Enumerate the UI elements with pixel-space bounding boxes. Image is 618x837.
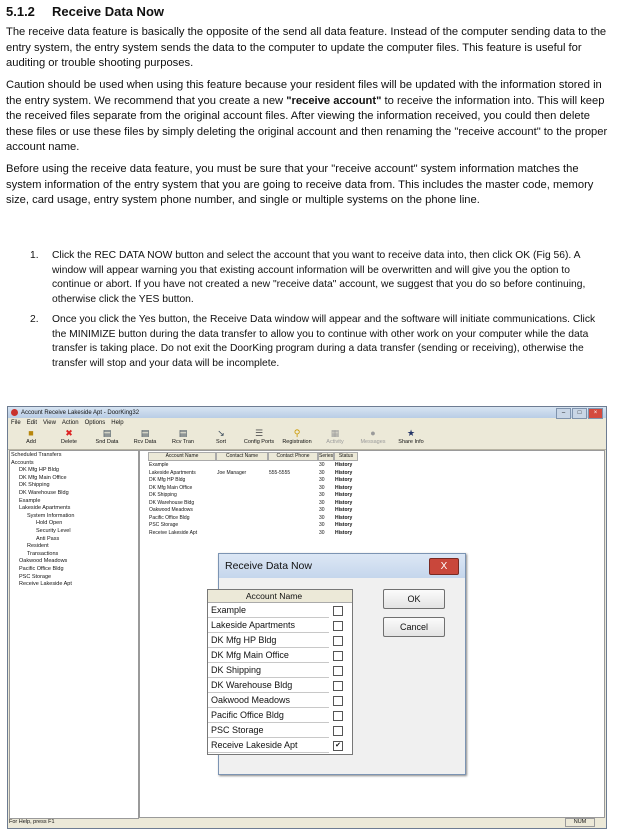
toolbar — [8, 427, 606, 450]
account-checkbox[interactable] — [333, 696, 343, 706]
before-paragraph: Before using the receive data feature, you must be sure that your "receive account" system information matches the system information of the entry system that you are going to receive data from. This includes the master code, memory size, card usage, entry system phone number, and single or multiple systems on the phone line. — [6, 163, 594, 206]
grid-cell[interactable]: Oakwood Meadows — [149, 507, 193, 513]
key-icon: ⚲ — [293, 428, 301, 438]
receive-data-icon: ▤ — [140, 428, 150, 438]
grid-cell[interactable]: DK Warehouse Bldg — [149, 499, 195, 506]
tree-item[interactable]: PSC Storage — [19, 573, 52, 580]
maximize-button[interactable]: □ — [572, 408, 587, 419]
account-list — [207, 589, 353, 755]
account-name: DK Warehouse Bldg — [211, 680, 293, 690]
tree-item[interactable]: Security Level — [36, 527, 71, 534]
tree-item[interactable]: Hold Open — [36, 520, 63, 527]
menu-options[interactable]: Options — [84, 419, 106, 426]
tree-item[interactable]: Accounts — [11, 459, 34, 466]
account-row[interactable] — [208, 738, 341, 753]
num-lock-indicator: NUM — [565, 818, 595, 827]
window-title: Account Receive Lakeside Apt - DoorKing32 — [21, 409, 140, 416]
grid-cell[interactable]: History — [335, 462, 353, 468]
account-name: Receive Lakeside Apt — [211, 740, 298, 750]
tree-item[interactable]: DK Mfg HP Bldg — [19, 467, 59, 474]
grid-cell[interactable]: 30 — [319, 469, 325, 476]
grid-cell[interactable]: 30 — [319, 522, 325, 528]
share-info-button[interactable]: ★ Share Info — [398, 428, 424, 445]
add-button[interactable]: ■ Add — [26, 428, 36, 445]
account-row[interactable] — [208, 603, 329, 618]
tree-item[interactable]: Resident — [27, 543, 49, 550]
grid-cell[interactable]: 30 — [319, 484, 325, 491]
grid-cell[interactable]: History — [335, 469, 353, 476]
account-checkbox[interactable]: ✔ — [333, 741, 343, 751]
account-row[interactable] — [208, 678, 329, 693]
grid-cell[interactable]: 30 — [319, 507, 325, 513]
grid-cell[interactable]: DK Mfg Main Office — [149, 484, 193, 491]
send-data-icon: ▤ — [102, 428, 112, 438]
account-checkbox[interactable] — [333, 711, 343, 721]
grid-cell[interactable]: History — [335, 499, 353, 506]
account-row[interactable] — [208, 723, 329, 738]
account-row[interactable] — [208, 648, 329, 663]
grid-cell[interactable]: 30 — [319, 477, 325, 483]
dialog-title-bar — [219, 554, 465, 578]
sort-icon: ↘ — [217, 428, 225, 438]
section-heading — [6, 4, 164, 19]
account-checkbox[interactable] — [333, 621, 343, 631]
menu-action[interactable]: Action — [61, 419, 79, 426]
tree-item[interactable]: DK Shipping — [19, 482, 50, 489]
sort-button[interactable]: ↘ Sort — [215, 428, 227, 445]
grid-cell[interactable]: 30 — [319, 499, 325, 506]
tree-item[interactable]: Example — [19, 497, 41, 504]
account-row[interactable] — [208, 663, 329, 678]
receive-transactions-button[interactable]: ▤ Rcv Tran — [171, 428, 194, 445]
grid-cell[interactable]: 30 — [319, 492, 325, 498]
activity-icon: ▦ — [330, 428, 340, 438]
minimize-button[interactable]: – — [556, 408, 571, 419]
column-header[interactable]: Contact Phone — [268, 452, 318, 461]
grid-cell[interactable]: History — [335, 492, 353, 498]
account-name: DK Mfg Main Office — [211, 650, 289, 660]
grid-cell[interactable]: PSC Storage — [149, 522, 179, 528]
step-item: 1. Click the REC DATA NOW button and select the account that you want to receive data into, then click OK (Fig 56). A window will appear warning you that existing account information will be overwritten and will give you the option to continue or abort. If you have not created a new "receive data" account, we suggest that you do so before continuing, otherwise click the YES button. — [30, 250, 586, 305]
dialog-close-button[interactable]: X — [429, 558, 459, 575]
grid-cell[interactable]: 30 — [319, 529, 325, 536]
tree-item[interactable]: Scheduled Transfers — [11, 452, 62, 458]
grid-cell[interactable]: History — [335, 507, 353, 513]
account-name: Oakwood Meadows — [211, 695, 291, 705]
grid-cell[interactable]: Joe Manager — [217, 469, 247, 476]
account-name: Example — [211, 605, 247, 615]
account-checkbox[interactable] — [333, 636, 343, 646]
grid-cell[interactable]: DK Mfg HP Bldg — [149, 477, 186, 483]
grid-cell[interactable]: 555-5555 — [269, 469, 291, 476]
grid-cell[interactable]: History — [335, 514, 353, 521]
grid-cell[interactable]: 30 — [319, 514, 325, 521]
section-title: Receive Data Now — [52, 4, 164, 19]
tree-item[interactable]: Transactions — [27, 550, 59, 557]
tree-item[interactable]: Receive Lakeside Apt — [19, 581, 72, 588]
grid-cell[interactable]: History — [335, 522, 353, 528]
ok-button[interactable]: OK — [383, 589, 445, 609]
tree-item[interactable]: Oakwood Meadows — [19, 558, 68, 565]
steps-list — [30, 249, 602, 377]
step-item: 2. Once you click the Yes button, the Receive Data window will appear and the software will initiate communications. Click the MINIMIZE button during the data transfer to allow you to continue with other work on your computer while the data transfer is taking place. Do not exit the DoorKing program during a data transfer (sending or receiving), otherwise the transfer will stop and your data will be incomplete. — [30, 314, 596, 369]
receive-data-button[interactable]: ▤ Rcv Data — [133, 428, 157, 445]
grid-cell[interactable]: History — [335, 484, 353, 491]
intro-paragraph: The receive data feature is basically the opposite of the send all data feature. Instead of the computer sending data to the entry system, the entry system sends the data to the computer to update the computer files. This feature is useful for auditing or trouble shooting purposes. — [6, 26, 607, 69]
column-header[interactable]: Contact Name — [216, 452, 268, 461]
delete-icon: ✖ — [65, 428, 73, 438]
account-tree — [9, 450, 139, 819]
account-checkbox[interactable] — [333, 651, 343, 661]
account-row[interactable] — [208, 633, 329, 648]
activity-button[interactable]: ▦ Activity — [326, 428, 344, 445]
menu-edit[interactable]: Edit — [26, 419, 38, 426]
menu-file[interactable]: File — [11, 419, 21, 426]
account-checkbox[interactable] — [333, 606, 343, 616]
receive-account-bold: "receive account" — [286, 94, 382, 107]
menu-bar — [8, 418, 606, 427]
send-data-button[interactable]: ▤ Snd Data — [95, 428, 119, 445]
tree-item[interactable]: Pacific Office Bldg — [19, 565, 64, 572]
config-ports-icon: ☰ — [254, 428, 264, 438]
grid-cell[interactable]: 30 — [319, 462, 325, 468]
close-window-button[interactable]: × — [588, 408, 603, 419]
account-list-header: Account Name — [208, 590, 352, 603]
account-name: DK Mfg HP Bldg — [211, 635, 277, 645]
menu-help[interactable]: Help — [111, 419, 124, 426]
title-bar — [8, 407, 606, 418]
share-info-icon: ★ — [406, 428, 416, 438]
account-row[interactable] — [208, 708, 329, 723]
status-bar — [9, 818, 605, 827]
tree-item[interactable]: System Information — [27, 512, 75, 519]
grid-cell[interactable]: DK Shipping — [149, 492, 177, 498]
registration-button[interactable]: ⚲ Registration — [282, 428, 312, 445]
grid-cell[interactable]: History — [335, 477, 353, 483]
account-checkbox[interactable] — [333, 666, 343, 676]
column-header[interactable]: Account Name — [148, 452, 216, 461]
tree-item[interactable]: DK Warehouse Bldg — [19, 489, 69, 496]
add-icon: ■ — [28, 428, 34, 438]
status-text: For Help, press F1 — [9, 819, 55, 825]
account-row[interactable] — [208, 618, 329, 633]
account-checkbox[interactable] — [333, 726, 343, 736]
config-ports-button[interactable]: ☰ Config Ports — [243, 428, 275, 445]
grid-cell[interactable]: Example — [149, 462, 169, 468]
section-number: 5.1.2 — [6, 4, 35, 19]
account-name: DK Shipping — [211, 665, 262, 675]
column-header[interactable]: Status — [334, 452, 358, 461]
grid-cell[interactable]: Receive Lakeside Apt — [149, 529, 198, 536]
tree-item[interactable]: Anti Pass — [36, 535, 60, 542]
delete-button[interactable]: ✖ Delete — [61, 428, 77, 445]
tree-item[interactable]: DK Mfg Main Office — [19, 474, 67, 481]
grid-cell[interactable]: History — [335, 529, 353, 536]
messages-button[interactable]: ● Messages — [360, 428, 386, 445]
caution-paragraph: Caution should be used when using this feature because your resident files will be updated with the information stored in the entry system. We recommend that you create a new "receive account" to receive the information into. This will keep the received files separate from the original account files. After viewing the information received, you could then delete these files or use these files by simply deleting the original account and then renaming the "receive account" to the proper account name. — [6, 79, 608, 153]
account-checkbox[interactable] — [333, 681, 343, 691]
messages-icon: ● — [370, 428, 376, 438]
cancel-button[interactable]: Cancel — [383, 617, 445, 637]
column-header[interactable]: Series — [319, 453, 334, 459]
app-logo-icon — [11, 409, 18, 416]
dialog-title: Receive Data Now — [225, 560, 312, 572]
receive-transactions-icon: ▤ — [178, 428, 188, 438]
account-row[interactable] — [208, 693, 329, 708]
account-name: PSC Storage — [211, 725, 264, 735]
grid-cell[interactable]: Pacific Office Bldg — [149, 514, 190, 521]
grid-cell[interactable]: Lakeside Apartments — [149, 469, 196, 476]
account-name: Pacific Office Bldg — [211, 710, 284, 720]
account-name: Lakeside Apartments — [211, 620, 296, 630]
menu-view[interactable]: View — [43, 419, 56, 426]
tree-item[interactable]: Lakeside Apartments — [19, 505, 71, 512]
